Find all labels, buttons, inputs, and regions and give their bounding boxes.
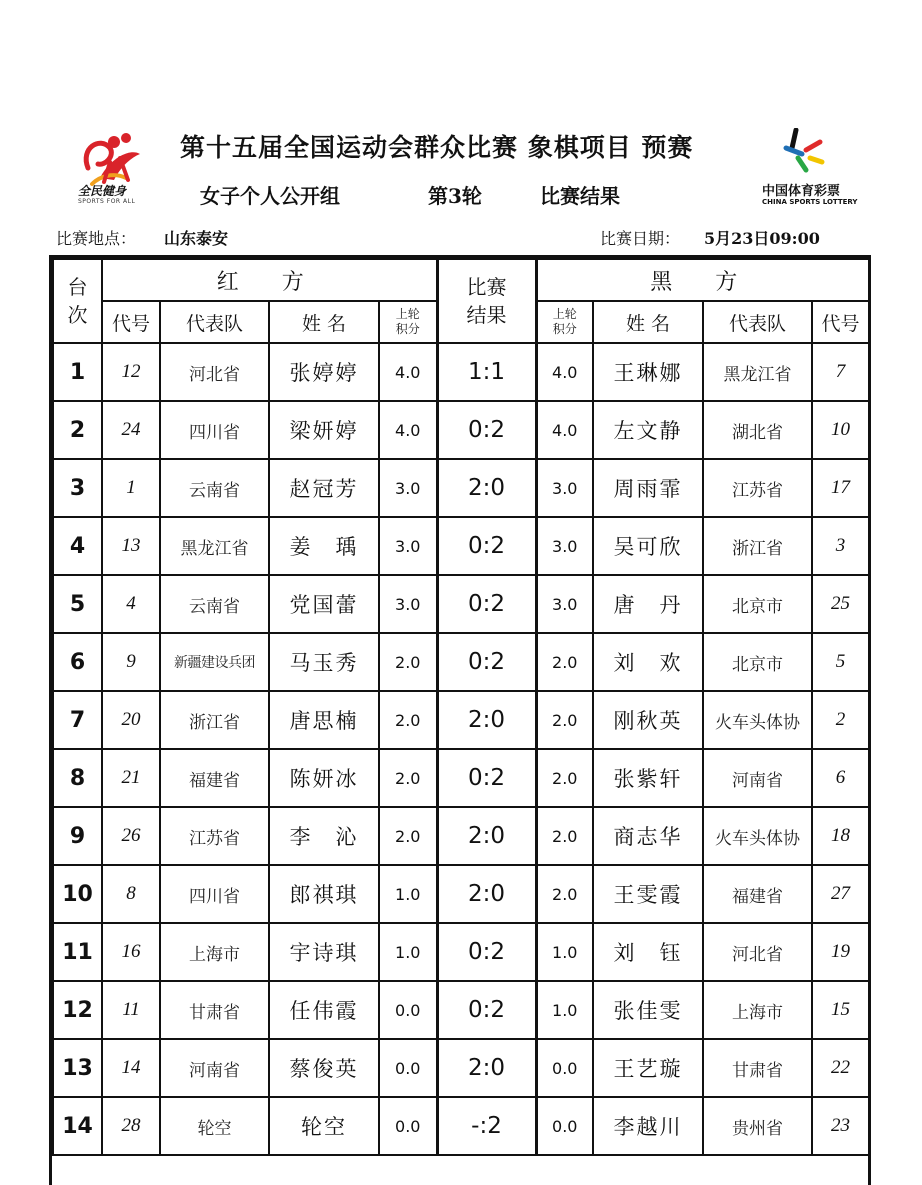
result-header: [437, 259, 536, 343]
red-prev-points: 4.0: [379, 401, 437, 459]
table-row: [53, 807, 869, 865]
black-team: 河北省: [703, 923, 812, 981]
black-team: 贵州省: [703, 1097, 812, 1155]
black-prev-points: 0.0: [536, 1097, 593, 1155]
black-player-name: 刘 欢: [593, 633, 703, 691]
black-team: 火车头体协: [703, 807, 812, 865]
board-number: 4: [53, 517, 102, 575]
black-code: 25: [812, 575, 869, 633]
black-side-header: 黑 方: [536, 259, 869, 301]
table-row: [53, 1097, 869, 1155]
black-prev-points: 2.0: [536, 633, 593, 691]
board-number: 12: [53, 981, 102, 1039]
black-player-name: 刚秋英: [593, 691, 703, 749]
table-row: [53, 865, 869, 923]
red-code: 4: [102, 575, 160, 633]
black-prev-points: 4.0: [536, 401, 593, 459]
match-result: 0:2: [437, 923, 536, 981]
black-prev-points-header: [536, 301, 593, 343]
red-player-name: 轮空: [269, 1097, 379, 1155]
black-code: 6: [812, 749, 869, 807]
black-team-header: 代表队: [703, 301, 812, 343]
match-result: 2:0: [437, 691, 536, 749]
black-player-name: 唐 丹: [593, 575, 703, 633]
board-number: 7: [53, 691, 102, 749]
red-player-name: 蔡俊英: [269, 1039, 379, 1097]
red-team: 四川省: [160, 401, 269, 459]
red-prev-points: 2.0: [379, 633, 437, 691]
table-row: [53, 575, 869, 633]
red-team: 福建省: [160, 749, 269, 807]
page-title: 第十五届全国运动会群众比赛 象棋项目 预赛: [180, 133, 694, 162]
results-table: [52, 258, 870, 1156]
red-prev-points: 2.0: [379, 691, 437, 749]
venue-value: 山东泰安: [164, 229, 229, 248]
black-code: 17: [812, 459, 869, 517]
black-code-header: 代号: [812, 301, 869, 343]
red-prev-points: 1.0: [379, 865, 437, 923]
black-team: 火车头体协: [703, 691, 812, 749]
board-number: 8: [53, 749, 102, 807]
table-row: [53, 517, 869, 575]
match-result: 2:0: [437, 807, 536, 865]
black-team: 北京市: [703, 575, 812, 633]
black-prev-points: 1.0: [536, 981, 593, 1039]
match-result: 0:2: [437, 633, 536, 691]
red-player-name: 赵冠芳: [269, 459, 379, 517]
black-prev-points: 0.0: [536, 1039, 593, 1097]
table-row: [53, 633, 869, 691]
black-team: 上海市: [703, 981, 812, 1039]
black-prev-points: 3.0: [536, 575, 593, 633]
red-prev-points: 0.0: [379, 1039, 437, 1097]
black-prev-points: 4.0: [536, 343, 593, 401]
date-label: 比赛日期：: [600, 229, 681, 248]
black-name-header: 姓 名: [593, 301, 703, 343]
black-code: 22: [812, 1039, 869, 1097]
board-number: 3: [53, 459, 102, 517]
red-prev-header-bottom: 积分: [395, 322, 420, 336]
black-player-name: 左文静: [593, 401, 703, 459]
red-player-name: 唐思楠: [269, 691, 379, 749]
black-player-name: 王雯霞: [593, 865, 703, 923]
red-prev-points: 2.0: [379, 749, 437, 807]
black-prev-points: 2.0: [536, 807, 593, 865]
red-player-name: 党国蕾: [269, 575, 379, 633]
red-code: 20: [102, 691, 160, 749]
table-row: [53, 1039, 869, 1097]
red-code: 28: [102, 1097, 160, 1155]
black-player-name: 商志华: [593, 807, 703, 865]
board-number: 5: [53, 575, 102, 633]
match-result: 2:0: [437, 865, 536, 923]
match-result: 2:0: [437, 1039, 536, 1097]
black-team: 湖北省: [703, 401, 812, 459]
red-player-name: 宇诗琪: [269, 923, 379, 981]
red-code: 1: [102, 459, 160, 517]
red-team: 轮空: [160, 1097, 269, 1155]
match-result: -:2: [437, 1097, 536, 1155]
red-side-header: 红 方: [102, 259, 437, 301]
black-team: 江苏省: [703, 459, 812, 517]
red-team-header: 代表队: [160, 301, 269, 343]
red-team: 甘肃省: [160, 981, 269, 1039]
red-prev-points: 0.0: [379, 981, 437, 1039]
board-number: 9: [53, 807, 102, 865]
board-number: 2: [53, 401, 102, 459]
match-result: 0:2: [437, 749, 536, 807]
round-label: 第3轮: [428, 184, 482, 208]
red-team: 江苏省: [160, 807, 269, 865]
match-result: 1:1: [437, 343, 536, 401]
red-code: 9: [102, 633, 160, 691]
black-code: 23: [812, 1097, 869, 1155]
red-player-name: 李 沁: [269, 807, 379, 865]
red-team: 黑龙江省: [160, 517, 269, 575]
result-header-bottom: 结果: [466, 303, 507, 327]
board-number: 6: [53, 633, 102, 691]
match-result: 0:2: [437, 401, 536, 459]
red-team: 浙江省: [160, 691, 269, 749]
red-player-name: 姜 瑀: [269, 517, 379, 575]
black-team: 北京市: [703, 633, 812, 691]
red-player-name: 陈妍冰: [269, 749, 379, 807]
red-code: 8: [102, 865, 160, 923]
board-number: 1: [53, 343, 102, 401]
match-result: 0:2: [437, 981, 536, 1039]
red-prev-points: 0.0: [379, 1097, 437, 1155]
red-prev-points: 1.0: [379, 923, 437, 981]
red-player-name: 郎祺琪: [269, 865, 379, 923]
red-code: 21: [102, 749, 160, 807]
black-player-name: 周雨霏: [593, 459, 703, 517]
black-prev-points: 2.0: [536, 749, 593, 807]
table-row: [53, 691, 869, 749]
table-row: [53, 981, 869, 1039]
black-prev-points: 2.0: [536, 691, 593, 749]
red-prev-points: 3.0: [379, 459, 437, 517]
black-team: 黑龙江省: [703, 343, 812, 401]
red-prev-points: 3.0: [379, 575, 437, 633]
board-header: [53, 259, 102, 343]
black-code: 7: [812, 343, 869, 401]
red-team: 云南省: [160, 575, 269, 633]
table-row: [53, 459, 869, 517]
match-result: 0:2: [437, 517, 536, 575]
table-row: [53, 343, 869, 401]
board-header-bottom: 次: [67, 303, 88, 327]
board-header-top: 台: [67, 275, 88, 299]
black-team: 甘肃省: [703, 1039, 812, 1097]
result-label: 比赛结果: [540, 184, 620, 208]
black-code: 3: [812, 517, 869, 575]
red-team: 新疆建设兵团: [160, 633, 269, 691]
red-code: 26: [102, 807, 160, 865]
red-team: 河北省: [160, 343, 269, 401]
red-code: 24: [102, 401, 160, 459]
match-result: 0:2: [437, 575, 536, 633]
black-prev-points: 2.0: [536, 865, 593, 923]
results-table-frame: [49, 255, 871, 1185]
red-name-header: 姓 名: [269, 301, 379, 343]
red-player-name: 梁妍婷: [269, 401, 379, 459]
red-code: 11: [102, 981, 160, 1039]
black-team: 浙江省: [703, 517, 812, 575]
red-prev-points: 4.0: [379, 343, 437, 401]
black-prev-header-top: 上轮: [552, 307, 577, 321]
black-code: 10: [812, 401, 869, 459]
table-row: [53, 923, 869, 981]
black-player-name: 张紫轩: [593, 749, 703, 807]
red-code: 16: [102, 923, 160, 981]
red-prev-points: 3.0: [379, 517, 437, 575]
china-sports-lottery-logo: [760, 128, 858, 212]
board-number: 11: [53, 923, 102, 981]
black-code: 19: [812, 923, 869, 981]
red-team: 上海市: [160, 923, 269, 981]
red-code: 12: [102, 343, 160, 401]
left-logo-sub: SPORTS FOR ALL: [78, 198, 136, 205]
board-number: 10: [53, 865, 102, 923]
match-result: 2:0: [437, 459, 536, 517]
red-player-name: 马玉秀: [269, 633, 379, 691]
black-code: 5: [812, 633, 869, 691]
right-logo-text: 中国体育彩票: [762, 184, 841, 199]
red-player-name: 张婷婷: [269, 343, 379, 401]
black-player-name: 吴可欣: [593, 517, 703, 575]
board-number: 14: [53, 1097, 102, 1155]
red-prev-points-header: [379, 301, 437, 343]
right-logo-sub: CHINA SPORTS LOTTERY: [762, 198, 858, 206]
black-player-name: 张佳雯: [593, 981, 703, 1039]
black-player-name: 李越川: [593, 1097, 703, 1155]
red-prev-points: 2.0: [379, 807, 437, 865]
board-number: 13: [53, 1039, 102, 1097]
black-team: 福建省: [703, 865, 812, 923]
black-prev-points: 3.0: [536, 517, 593, 575]
group-name: 女子个人公开组: [200, 184, 340, 208]
table-row: [53, 749, 869, 807]
black-team: 河南省: [703, 749, 812, 807]
black-code: 27: [812, 865, 869, 923]
table-row: [53, 401, 869, 459]
red-code-header: 代号: [102, 301, 160, 343]
sports-for-all-logo: [70, 128, 154, 210]
venue-label: 比赛地点：: [56, 229, 137, 248]
black-prev-points: 3.0: [536, 459, 593, 517]
date-value: 5月23日09:00: [704, 229, 820, 248]
red-code: 14: [102, 1039, 160, 1097]
black-player-name: 刘 钰: [593, 923, 703, 981]
red-team: 四川省: [160, 865, 269, 923]
red-team: 云南省: [160, 459, 269, 517]
black-code: 2: [812, 691, 869, 749]
red-code: 13: [102, 517, 160, 575]
black-code: 18: [812, 807, 869, 865]
black-prev-header-bottom: 积分: [552, 322, 577, 336]
black-code: 15: [812, 981, 869, 1039]
black-player-name: 王琳娜: [593, 343, 703, 401]
red-prev-header-top: 上轮: [395, 307, 420, 321]
red-player-name: 任伟霞: [269, 981, 379, 1039]
result-header-top: 比赛: [466, 275, 507, 299]
black-player-name: 王艺璇: [593, 1039, 703, 1097]
black-prev-points: 1.0: [536, 923, 593, 981]
red-team: 河南省: [160, 1039, 269, 1097]
left-logo-text: 全民健身: [78, 184, 127, 198]
